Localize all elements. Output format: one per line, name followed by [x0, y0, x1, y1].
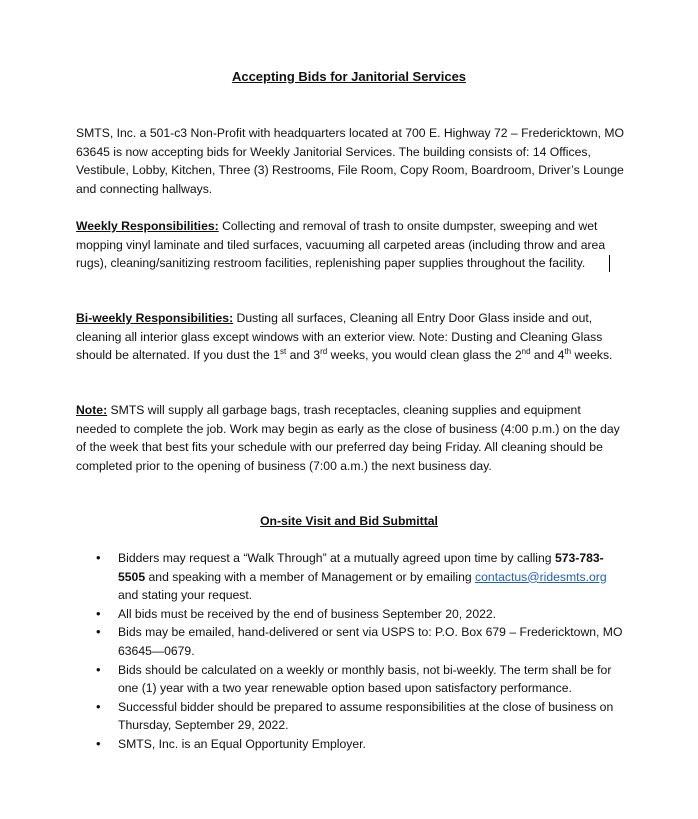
list-item: • Successful bidder should be prepared to assume responsibilities at the close of business on Thursday, September 29, 2022. — [76, 698, 624, 735]
list-item: • Bids may be emailed, hand-delivered or sent via USPS to: P.O. Box 679 – Fredericktown, MO 63645—0679. — [76, 623, 624, 660]
weekly-text: Collecting and removal of trash to onsite dumpster, sweeping and wet mopping vinyl laminate and tiled surfaces, vacuuming all carpeted areas (including throw and area rugs), cleaning/sanitizing restroom facilities, replenishing paper supplies throughout the facility. — [76, 219, 606, 271]
list-item — [76, 549, 624, 605]
list-item: • All bids must be received by the end of business September 20, 2022. — [76, 605, 624, 624]
list-item: • Bids should be calculated on a weekly or monthly basis, not bi-weekly. The term shall be for one (1) year with a two year renewable option based upon satisfactory performance. — [76, 661, 624, 698]
sup-rd: rd — [320, 347, 328, 357]
sup-th: th — [564, 347, 572, 357]
biweekly-text-d: and 4 — [530, 348, 565, 363]
intro-paragraph: SMTS, Inc. a 501-c3 Non-Profit with headquarters located at 700 E. Highway 72 – Fredericktown, MO 63645 is now accepting bids for Weekly Janitorial Services. The building consists of: 14 Offices, Vestibule, Lobby, Kitchen, Three (3) Restrooms, File Room, Copy Room, Boardroom, Driver’s Lounge and connecting hallways. — [76, 126, 625, 196]
biweekly-text-e: weeks. — [571, 348, 613, 363]
phone-number: 573-783-5505 — [118, 551, 604, 584]
note-heading: Note: — [76, 403, 108, 417]
weekly-heading: Weekly Responsibilities: — [76, 219, 219, 233]
biweekly-text-b: and 3 — [286, 348, 321, 363]
bullet-text: Bidders may request a “Walk Through” at a mutually agreed upon time by calling — [118, 551, 555, 565]
biweekly-heading: Bi-weekly Responsibilities: — [76, 311, 234, 325]
sup-st: st — [279, 347, 287, 357]
biweekly-text-a: Dusting all surfaces, Cleaning all Entry Door Glass inside and out, cleaning all interior glass except windows with an exterior view. Note: Dusting and Cleaning Glass should be alternated. If you dust the 1 — [76, 311, 603, 363]
submittal-bullet-list — [76, 549, 624, 754]
note-text: SMTS will supply all garbage bags, trash receptacles, cleaning supplies and equipment needed to complete the job. Work may begin as early as the close of business (4:00 p.m.) on the day of the week that best fits your schedule with our preferred day being Friday. All cleaning should be completed prior to the opening of business (7:00 a.m.) the next business day. — [76, 403, 620, 473]
weekly-paragraph — [76, 217, 624, 273]
list-item: • SMTS, Inc. is an Equal Opportunity Employer. — [76, 735, 624, 754]
bullet-text: and speaking with a member of Management or by emailing — [145, 569, 476, 584]
biweekly-text-c: weeks, you would clean glass the 2 — [327, 348, 522, 363]
page-title: Accepting Bids for Janitorial Services — [231, 69, 467, 84]
note-paragraph — [76, 401, 624, 475]
section-title-onsite-visit: On-site Visit and Bid Submittal — [260, 514, 438, 528]
sup-nd: nd — [521, 347, 531, 357]
bullet-text: and stating your request. — [118, 588, 253, 603]
email-link[interactable]: contactus@ridesmts.org — [475, 569, 607, 584]
biweekly-paragraph — [76, 309, 624, 365]
text-cursor — [609, 255, 610, 272]
